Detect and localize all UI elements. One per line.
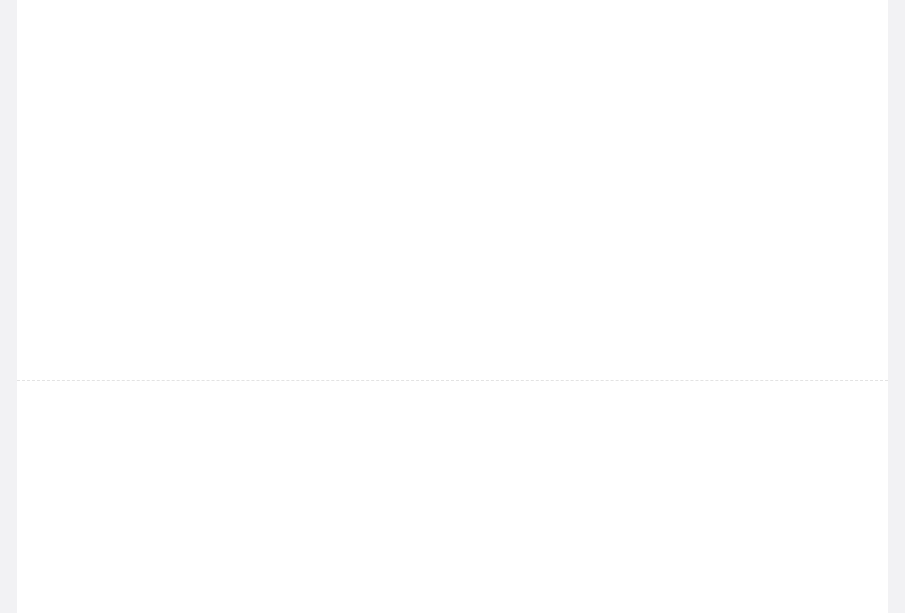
months-row-top — [17, 0, 888, 380]
months-row-bottom — [17, 380, 888, 613]
